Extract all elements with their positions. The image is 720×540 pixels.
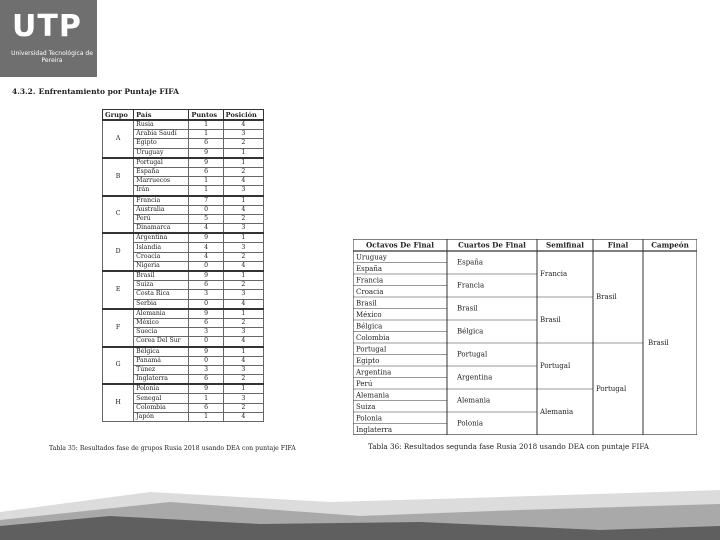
- group-table-body: [103, 120, 264, 422]
- country-cell: Rusia: [134, 120, 189, 130]
- cuartos-cell: Polonia: [457, 419, 484, 428]
- position-cell: 3: [223, 290, 263, 299]
- position-cell: 4: [223, 337, 263, 347]
- group-label: A: [103, 120, 134, 158]
- country-cell: Dinamarca: [134, 224, 189, 234]
- table-row: [103, 271, 264, 281]
- points-cell: 1: [189, 177, 223, 186]
- cuartos-cell: Bélgica: [457, 327, 484, 336]
- position-cell: 2: [223, 403, 263, 412]
- position-cell: 3: [223, 243, 263, 252]
- country-cell: Perú: [134, 214, 189, 223]
- octavos-cell: Alemania: [356, 391, 390, 400]
- position-cell: 1: [223, 148, 263, 158]
- country-cell: Islandia: [134, 243, 189, 252]
- octavos-cell: Francia: [356, 276, 384, 285]
- position-cell: 3: [223, 186, 263, 196]
- group-label: H: [103, 384, 134, 421]
- section-number: 4.3.2.: [12, 87, 36, 96]
- bracket-header-2: Semifinal: [546, 240, 584, 250]
- points-cell: 0: [189, 205, 223, 214]
- position-cell: 4: [223, 261, 263, 271]
- semifinal-cell: Brasil: [540, 316, 561, 324]
- points-cell: 6: [189, 167, 223, 176]
- points-cell: 3: [189, 365, 223, 374]
- position-cell: 2: [223, 281, 263, 290]
- points-cell: 6: [189, 318, 223, 327]
- country-cell: Portugal: [134, 158, 189, 168]
- position-cell: 1: [223, 384, 263, 394]
- cuartos-cell: Alemania: [457, 396, 491, 405]
- table-36-caption: Tabla 36: Resultados segunda fase Rusia 2018 usando DEA con puntaje FIFA: [368, 442, 649, 451]
- points-cell: 6: [189, 375, 223, 385]
- octavos-cell: Egipto: [356, 356, 380, 365]
- country-cell: Francia: [134, 196, 189, 206]
- country-cell: Senegal: [134, 394, 189, 403]
- country-cell: Australia: [134, 205, 189, 214]
- octavos-cell: México: [356, 310, 382, 319]
- points-cell: 9: [189, 271, 223, 281]
- country-cell: Colombia: [134, 403, 189, 412]
- points-cell: 7: [189, 196, 223, 206]
- country-cell: Nigeria: [134, 261, 189, 271]
- table-row: [103, 347, 264, 357]
- position-cell: 2: [223, 214, 263, 223]
- octavos-cell: Brasil: [356, 299, 377, 308]
- position-cell: 2: [223, 318, 263, 327]
- points-cell: 6: [189, 403, 223, 412]
- points-cell: 4: [189, 243, 223, 252]
- section-heading: [12, 87, 179, 96]
- octavos-cell: Inglaterra: [356, 425, 392, 434]
- points-cell: 0: [189, 337, 223, 347]
- position-cell: 3: [223, 394, 263, 403]
- points-cell: 9: [189, 347, 223, 357]
- points-cell: 9: [189, 148, 223, 158]
- table-row: [103, 233, 264, 243]
- semifinal-cell: Francia: [540, 270, 568, 278]
- country-cell: Brasil: [134, 271, 189, 281]
- cuartos-cell: Brasil: [457, 304, 478, 313]
- points-cell: 1: [189, 120, 223, 130]
- country-cell: Túnez: [134, 365, 189, 374]
- points-cell: 0: [189, 356, 223, 365]
- position-cell: 1: [223, 158, 263, 168]
- octavos-cell: Argentina: [356, 368, 392, 377]
- country-cell: México: [134, 318, 189, 327]
- campeon-cell: Brasil: [648, 339, 669, 347]
- table-row: [103, 196, 264, 206]
- octavos-cell: Suiza: [356, 402, 376, 411]
- group-label: C: [103, 196, 134, 234]
- header-posicion: Posición: [223, 110, 263, 121]
- octavos-cell: Croacia: [356, 287, 384, 296]
- octavos-cell: Uruguay: [356, 253, 387, 262]
- country-cell: Inglaterra: [134, 375, 189, 385]
- final-cell: Portugal: [596, 385, 627, 393]
- country-cell: Egipto: [134, 139, 189, 148]
- table-row: [103, 309, 264, 319]
- group-label: D: [103, 233, 134, 271]
- bracket-header-0: Octavos De Final: [366, 240, 434, 250]
- bracket-header-1: Cuartos De Final: [458, 240, 526, 250]
- table-35-caption: Tabla 35: Resultados fase de grupos Rusia 2018 usando DEA con puntaje FIFA: [49, 445, 296, 452]
- footer-decoration: [0, 450, 720, 540]
- country-cell: Suiza: [134, 281, 189, 290]
- position-cell: 3: [223, 365, 263, 374]
- country-cell: Costa Rica: [134, 290, 189, 299]
- country-cell: Uruguay: [134, 148, 189, 158]
- position-cell: 1: [223, 347, 263, 357]
- country-cell: Japón: [134, 412, 189, 421]
- country-cell: España: [134, 167, 189, 176]
- position-cell: 1: [223, 309, 263, 319]
- country-cell: Corea Del Sur: [134, 337, 189, 347]
- table-row: [103, 384, 264, 394]
- country-cell: Suecia: [134, 328, 189, 337]
- logo-subtitle: Universidad Tecnológica de Pereira: [11, 50, 93, 64]
- position-cell: 3: [223, 224, 263, 234]
- position-cell: 1: [223, 271, 263, 281]
- country-cell: Arabia Saudí: [134, 130, 189, 139]
- header-pais: País: [134, 110, 189, 121]
- country-cell: Alemania: [134, 309, 189, 319]
- table-row: [103, 120, 264, 130]
- points-cell: 1: [189, 412, 223, 421]
- utp-logo: [0, 0, 97, 77]
- country-cell: Marruecos: [134, 177, 189, 186]
- country-cell: Bélgica: [134, 347, 189, 357]
- octavos-cell: España: [356, 264, 383, 273]
- points-cell: 0: [189, 261, 223, 271]
- group-table-header-row: [103, 110, 264, 121]
- table-row: [103, 158, 264, 168]
- points-cell: 0: [189, 299, 223, 309]
- final-cell: Brasil: [596, 293, 617, 301]
- position-cell: 2: [223, 167, 263, 176]
- country-cell: Panamá: [134, 356, 189, 365]
- section-title: Enfrentamiento por Puntaje FIFA: [38, 87, 179, 96]
- points-cell: 3: [189, 328, 223, 337]
- group-label: G: [103, 347, 134, 385]
- octavos-cell: Portugal: [356, 345, 387, 354]
- position-cell: 2: [223, 252, 263, 261]
- points-cell: 4: [189, 224, 223, 234]
- header-grupo: Grupo: [103, 110, 134, 121]
- cuartos-cell: Argentina: [457, 373, 493, 382]
- semifinal-cell: Alemania: [540, 408, 574, 416]
- position-cell: 1: [223, 233, 263, 243]
- octavos-cell: Colombia: [356, 333, 390, 342]
- points-cell: 1: [189, 186, 223, 196]
- points-cell: 9: [189, 309, 223, 319]
- group-stage-table: [102, 109, 264, 422]
- position-cell: 4: [223, 177, 263, 186]
- knockout-bracket-table: [353, 239, 697, 435]
- country-cell: Serbia: [134, 299, 189, 309]
- group-label: E: [103, 271, 134, 309]
- points-cell: 4: [189, 252, 223, 261]
- points-cell: 6: [189, 139, 223, 148]
- position-cell: 2: [223, 375, 263, 385]
- logo-mark: UTP: [12, 9, 82, 44]
- points-cell: 5: [189, 214, 223, 223]
- bracket-header-4: Campeón: [651, 240, 689, 250]
- position-cell: 4: [223, 356, 263, 365]
- semifinal-cell: Portugal: [540, 362, 571, 370]
- position-cell: 4: [223, 120, 263, 130]
- position-cell: 4: [223, 412, 263, 421]
- position-cell: 2: [223, 139, 263, 148]
- country-cell: Polonia: [134, 384, 189, 394]
- points-cell: 1: [189, 130, 223, 139]
- points-cell: 9: [189, 233, 223, 243]
- position-cell: 4: [223, 205, 263, 214]
- cuartos-cell: Francia: [457, 281, 485, 290]
- position-cell: 3: [223, 130, 263, 139]
- country-cell: Argentina: [134, 233, 189, 243]
- position-cell: 3: [223, 328, 263, 337]
- country-cell: Croacia: [134, 252, 189, 261]
- cuartos-cell: España: [457, 258, 484, 267]
- group-label: F: [103, 309, 134, 347]
- octavos-cell: Polonia: [356, 414, 383, 423]
- points-cell: 3: [189, 290, 223, 299]
- cuartos-cell: Portugal: [457, 350, 488, 359]
- header-puntos: Puntos: [189, 110, 223, 121]
- country-cell: Irán: [134, 186, 189, 196]
- octavos-cell: Bélgica: [356, 322, 383, 331]
- points-cell: 1: [189, 394, 223, 403]
- position-cell: 4: [223, 299, 263, 309]
- bracket-header-3: Final: [607, 240, 629, 250]
- group-label: B: [103, 158, 134, 196]
- octavos-cell: Perú: [356, 379, 373, 388]
- position-cell: 1: [223, 196, 263, 206]
- points-cell: 9: [189, 158, 223, 168]
- points-cell: 6: [189, 281, 223, 290]
- points-cell: 9: [189, 384, 223, 394]
